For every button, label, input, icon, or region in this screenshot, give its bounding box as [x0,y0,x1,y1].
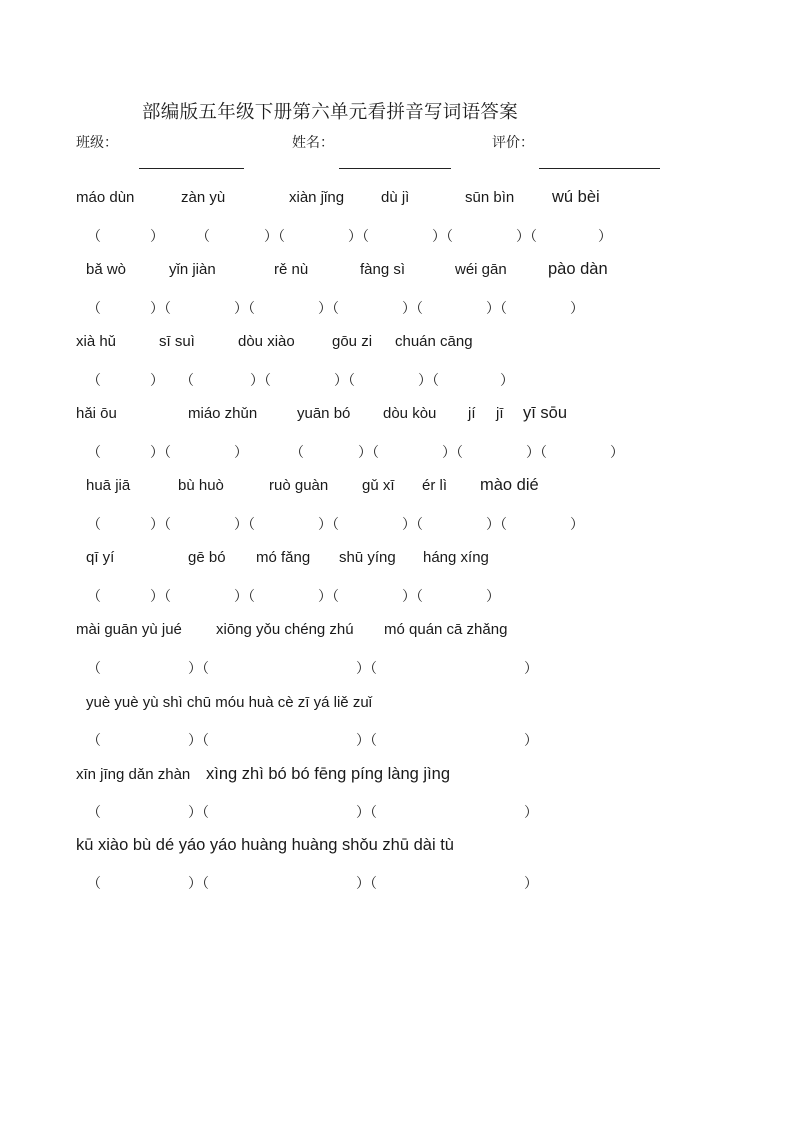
answer-bracket: ）（ [486,517,507,533]
pinyin-prompt: xīn jīng dǎn zhàn [76,766,191,783]
answer-bracket: ）（ [334,373,355,389]
pinyin-prompt: xiàn jǐng [289,189,345,206]
pinyin-prompt: jí [468,405,476,422]
answer-bracket: （ [196,229,210,245]
answer-bracket: ）（ [188,661,209,677]
answer-bracket: ）（ [358,445,379,461]
class-underline[interactable] [139,168,244,169]
answer-bracket: （ [87,876,101,892]
answer-bracket: （ [87,661,101,677]
answer-bracket: ） [150,373,164,389]
answer-bracket: （ [87,301,101,317]
pinyin-prompt: sūn bìn [465,189,515,206]
pinyin-prompt: wéi gān [455,261,507,278]
pinyin-prompt: mài guān yù jué [76,621,182,638]
pinyin-prompt: wú bèi [552,188,600,206]
eval-label: 评价： [492,135,534,151]
pinyin-prompt: gōu zi [332,333,373,350]
pinyin-prompt: xìng zhì bó bó fēng píng làng jìng [206,765,451,783]
answer-bracket: ） [570,517,584,533]
pinyin-prompt: yuān bó [297,405,351,422]
answer-bracket: ）（ [348,229,369,245]
pinyin-prompt: háng xíng [423,549,489,566]
pinyin-prompt: ér lì [422,477,448,494]
answer-bracket: ）（ [150,445,171,461]
pinyin-prompt: hǎi ōu [76,405,117,422]
answer-bracket: （ [290,445,304,461]
pinyin-prompt: sī suì [159,333,195,350]
name-underline[interactable] [339,168,451,169]
answer-bracket: ）（ [188,733,209,749]
answer-bracket: ）（ [318,301,339,317]
pinyin-prompt: rě nù [274,261,309,278]
class-label: 班级： [76,135,118,151]
pinyin-prompt: xià hǔ [76,333,117,350]
answer-bracket: ） [524,876,538,892]
eval-underline[interactable] [539,168,660,169]
answer-bracket: （ [87,733,101,749]
name-label: 姓名： [292,135,334,151]
answer-bracket: ）（ [188,876,209,892]
answer-bracket: ） [524,733,538,749]
answer-bracket: ）（ [150,301,171,317]
answer-bracket: ） [524,661,538,677]
answer-bracket: ）（ [356,876,377,892]
pinyin-prompt: mào dié [480,476,539,494]
answer-bracket: ）（ [402,301,423,317]
pinyin-prompt: qī yí [86,549,115,566]
answer-bracket: ）（ [318,517,339,533]
pinyin-prompt: shū yíng [339,549,396,566]
pinyin-prompt: gē bó [188,549,226,566]
answer-bracket: （ [87,229,101,245]
answer-bracket: ）（ [250,373,271,389]
answer-bracket: ）（ [264,229,285,245]
answer-bracket: （ [87,445,101,461]
answer-bracket: ） [500,373,514,389]
answer-bracket: ） [610,445,624,461]
answer-bracket: （ [180,373,194,389]
pinyin-prompt: mó quán cā zhǎng [384,621,508,638]
pinyin-prompt: gǔ xī [362,477,395,494]
answer-bracket: ） [234,445,248,461]
answer-bracket: （ [87,589,101,605]
answer-bracket: （ [87,517,101,533]
pinyin-prompt: huā jiā [86,477,131,494]
answer-bracket: ）（ [150,589,171,605]
answer-bracket: ）（ [234,301,255,317]
answer-bracket: ）（ [150,517,171,533]
answer-bracket: ）（ [418,373,439,389]
answer-bracket: ）（ [356,733,377,749]
answer-bracket: ）（ [432,229,453,245]
answer-bracket: ） [598,229,612,245]
pinyin-prompt: yǐn jiàn [169,261,216,278]
page-title: 部编版五年级下册第六单元看拼音写词语答案 [142,102,519,123]
answer-bracket: ）（ [442,445,463,461]
answer-bracket: ） [486,589,500,605]
answer-bracket: ）（ [318,589,339,605]
pinyin-prompt: fàng sì [360,261,406,278]
answer-bracket: ）（ [526,445,547,461]
answer-bracket: （ [87,805,101,821]
answer-bracket: ）（ [402,517,423,533]
pinyin-prompt: yī sōu [523,404,568,422]
pinyin-prompt: pào dàn [548,260,608,278]
pinyin-prompt: yuè yuè yù shì chū móu huà cè zī yá liě zuǐ [86,694,372,711]
answer-bracket: ）（ [402,589,423,605]
pinyin-prompt: dòu kòu [383,405,437,422]
answer-bracket: ）（ [356,805,377,821]
answer-bracket: ）（ [234,517,255,533]
answer-bracket: ） [524,805,538,821]
pinyin-prompt: ruò guàn [269,477,329,494]
answer-bracket: ）（ [234,589,255,605]
pinyin-prompt: mó fǎng [256,549,311,566]
answer-bracket: ）（ [516,229,537,245]
answer-bracket: ）（ [356,661,377,677]
pinyin-prompt: bǎ wò [86,261,127,278]
pinyin-prompt: dòu xiào [238,333,295,350]
answer-bracket: ）（ [188,805,209,821]
pinyin-prompt: chuán cāng [395,333,473,350]
pinyin-prompt: máo dùn [76,189,135,206]
answer-bracket: （ [87,373,101,389]
answer-bracket: ）（ [486,301,507,317]
pinyin-prompt: bù huò [178,477,224,494]
pinyin-prompt: jī [496,405,504,422]
pinyin-prompt: dù jì [381,189,410,206]
answer-bracket: ） [150,229,164,245]
pinyin-prompt: zàn yù [181,189,226,206]
answer-bracket: ） [570,301,584,317]
pinyin-prompt: kū xiào bù dé yáo yáo huàng huàng shǒu zhū dài tù [76,836,454,854]
pinyin-prompt: xiōng yǒu chéng zhú [216,621,354,638]
pinyin-prompt: miáo zhǔn [188,405,258,422]
